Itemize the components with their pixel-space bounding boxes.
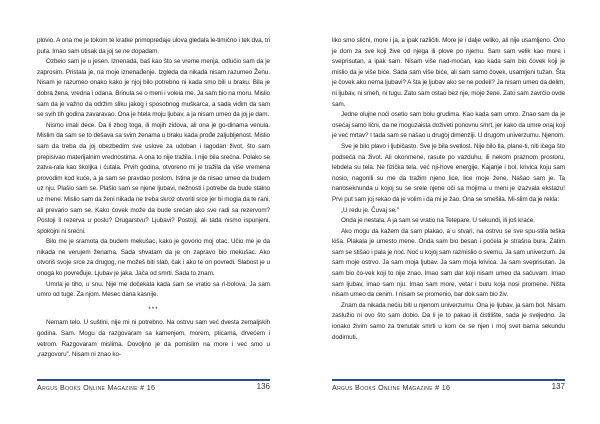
paragraph: plovio. A ona me je tokom te kratke primopredaje ulova gledala le-timično i tek dva, tri puta. Imao sam utisak da joj se ne dopadam.	[37, 37, 270, 55]
paragraph: Bilo me je sramota da budem mekušac, kako je govorio moj otac. Učio me je da nikada ne verujem ženama. Sada shvatam da je on zapravo bio mekušac. Ako otvoriš svoje srce za drugog, ne možeš biti slab, čak i ako te on povredi. Slabost je u onoga ko povređuje. Ljubav je jaka. Jača od smrti. Sada to znam.	[37, 238, 270, 278]
right-page	[300, 0, 600, 424]
paragraph: Nemam telo. U suštini, nije mi ni potrebno. Na ostrvu sam već dvesta zemaljskih godina. Sam. Mogu da razgovaram sa kamenjem, morem, pticama, drvećem i vetrom. Razgovaram mislima. Dovoljno je da pomislim na more i već smo u „razgovoru”. Nisam ni znao ko-	[37, 319, 270, 359]
left-page-footer	[37, 379, 270, 393]
footer-rule	[332, 379, 565, 381]
paragraph: Umrla je tiho, u snu. Nije me dočekala kada sam se vratio sa ri-bolova. Ja sam umro od tuge. Za njom. Mesec dana kasnije.	[37, 280, 270, 299]
magazine-title: Argus Books Online Magazine # 16	[37, 383, 156, 392]
paragraph: Onda je nestala. A ja sam se vratio na Tetepare. U sekundi, ili još kraće.	[341, 217, 535, 225]
paragraph: Znam da nikada nećiu biti u njenom univerzumu. Ona je ljubav, ja sam bol. Nisam zaslužio ni ovo što sam dobio. Da li je to pakao ili čistilište, sada je svejedno. Ja ionako živim samo za trenutak smrti u kom će se njen i moj svet barna sekundu dodirnuti.	[332, 301, 565, 341]
paragraph: Jedne olujne noći osetio sam bolu grudima. Kao kada sam umro. Znao sam da je osećaj samo lični, da ne moguzaista doživeti ponovnu smrt, jer kako da umre onaj koji je već mrtav? I tada sam se našao u drugoj dimenziji. U drugom univerzumu. Njenom.	[332, 111, 565, 140]
paragraph: „U redu je. Čuvaj se.”	[341, 206, 399, 214]
paragraph: Nismo imali dece. Da li zbog toga, ili mojih zidova, ali ona je go-dinama venula. Mislim da sam se to dešava sa svim ženama u braku kada prođe zaljubljenost. Mislio sam da treba da joj obezbedim sve uslove za udoban i lagodan život, što sam prepisivao materijalnim vrednostima. A ona to nije tražila. I nije bila srećna. Polako se zatva-rala kao školjka i ćutala. Prvih godina, otvoreno mi je tražila da više vremena provodim kod kuće, a ja sam se pravdao poslom. Istina je da nisao umeo da budem uz nju. Plašio sam se. Plašio sam se njene ljubavi, nežnosti i potrebe da bude stalno uz mene. Mislio sam da ženi nikada ne treba skroz otvoriti srce jer bi mogla da te rani, ali prevario sam se. Kako čovek može da bude srećan ako sve radi sa rezervom? Postoji li rezerva u poslu? Drugarstvu? Ljubavi? Postoji, ali tada nismo ispunjeni, spokojni ni srećni.	[37, 121, 270, 235]
page-number: 137	[551, 382, 565, 391]
paragraph: Sve je bilo plavo i ljubičasto. Sve je bila svetlost. Nije bilo tla, plane-ti, niti ičega što podseća na život. Ali okonmene, rasute po vazduhu, ili nekom praznom prostoru, lebdela su tela. Ne fizička tela, već nji-hove energije. Kajanje i bol, krivica koju sam nosio, nagonili su me da tražim njeno lice, lice moje žene. Našao sam je. Ta nanoseknunda u kojoj su se srele njene oči sa mojima u meni je izazvala ekstazu! Prvi put sam joj rekao da je volim i da mi je žao. Ona se smešila. Mi-slim da je rekla:	[332, 142, 565, 203]
magazine-title: Argus Books Online Magazine # 16	[332, 383, 451, 392]
left-page-text	[37, 36, 270, 361]
paragraph: Ako mogu da kažem da sam plakao, a u stvari, na ostrvu se sve spu-stila teška kiša. Plakala je umesto mene. Onda sam bio besan i počela je strašna bura. Zatim sam se stišao i pala je noć. Noć u kojoj sam razmislio o svemu. Ja sam univerzum. Ja sam moje ostrvo. Ja sam moja ljubav. Ja sam moja krivica. Ja sam sveprisutan. Ja sam bio čo-vek koji to nije znao. Imao sam dar koji nisam umeo da sačuvam. Imao sam ljubav, imao sam nju. Imao sam more, vetar i buru koja nosi promene. Ništa nisam umeo da cenim. I nisam se promenio, bar dok sam bio živ.	[332, 227, 565, 299]
right-page-footer	[332, 379, 565, 393]
section-separator: ***	[148, 305, 159, 313]
page-number: 136	[256, 382, 270, 391]
footer-rule	[37, 379, 270, 381]
paragraph: liko smo slični, more i ja, a ipak različiti. More je i dalje veliko, ali nije usamljeno. Ono je dom za sve koji žive od njega ili plove po njemu. Sam sam velik kao more i sveprisutan, a ipak sam. Nisam više nad-moćan, kao kada sam bio čovek koji je mislio da je više biće. Sada sam više biće, ali sam samo čovek, usamljeni tužan. Šta je čovek ako nema ljubavi? A šta je ljubav ako se ne podeli? Ja nisam umeo da delim, ni ljubav, ni smeh, ni tugu. Zato sam ostao bez nje, moje žene. Zato sam zavrčio ovde sam.	[332, 37, 565, 108]
right-page-text	[332, 36, 565, 343]
paragraph: Ozbeio sam je u jesen. Iznenada, baš kao što se vreme menja, odlučio sam da je zaprosim. Pristala je, na moje iznenađenje. Izgleda da nikada nisam razumeo Ženu. Nisam je razumeo onako kako je njoj bilo potrebno ni kada smo bili u braku. Bila je dobra žena, vredna i odana. Brinula se o meni i voleia me. Ja sam bio na moru. Mislio sam da je važno da održim sliku jakog i sposobnog muškarca, a sada vidim da sam se svih tih godina zavaravao. Ona je htela moju ljubav, a ja nisam umeo da joj je dam.	[37, 58, 270, 119]
